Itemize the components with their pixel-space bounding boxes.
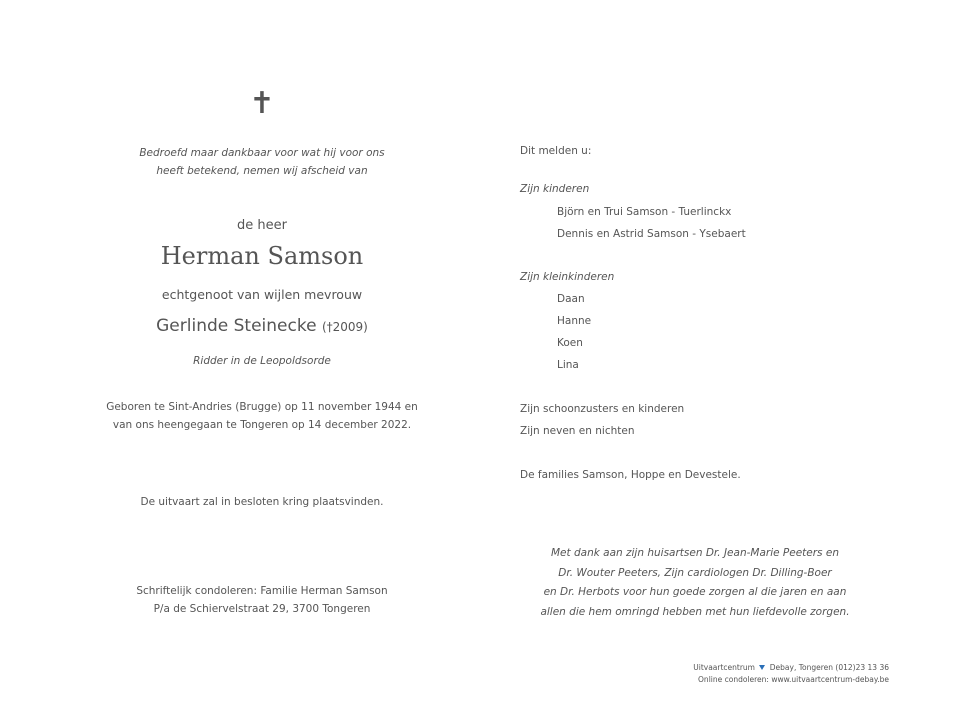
- footer-line2: Online condoleren: www.uitvaartcentrum-debay.be: [698, 675, 889, 684]
- announce-text: Dit melden u:: [520, 145, 592, 157]
- children-list: [557, 203, 746, 247]
- thanks-line: allen die hem omringd hebben met hun liefdevolle zorgen.: [540, 605, 850, 618]
- thanks-line: en Dr. Herbots voor hun goede zorgen al die jaren en aan: [543, 586, 847, 598]
- thanks-line: Dr. Wouter Peeters, Zijn cardiologen Dr. Dilling-Boer: [558, 566, 832, 579]
- deceased-name: Herman Samson: [160, 242, 364, 270]
- life-dates: [62, 398, 462, 434]
- footer-line1: [693, 662, 889, 674]
- grandchildren-list: [557, 290, 591, 378]
- intro-text: [62, 144, 462, 180]
- list-item: Daan: [557, 293, 585, 305]
- condolence-address: [62, 582, 462, 618]
- footer-prefix: Uitvaartcentrum: [693, 663, 755, 672]
- grandchildren-heading: Zijn kleinkinderen: [520, 271, 615, 283]
- condolence-line: P/a de Schiervelstraat 29, 3700 Tongeren: [153, 603, 371, 615]
- list-item: Hanne: [557, 315, 592, 327]
- undertaker-footer: [693, 662, 889, 686]
- honor-text: Ridder in de Leopoldsorde: [193, 355, 331, 367]
- spouse-intro: echtgenoot van wijlen mevrouw: [161, 287, 363, 302]
- intro-line: Bedroefd maar dankbaar voor wat hij voor ons: [139, 147, 385, 159]
- list-item: Björn en Trui Samson - Tuerlinckx: [557, 206, 732, 218]
- triangle-down-icon: [759, 665, 765, 670]
- children-heading: Zijn kinderen: [520, 183, 590, 195]
- footer-suffix: Debay, Tongeren (012)23 13 36: [769, 663, 889, 672]
- cross-icon: ✝: [249, 86, 275, 121]
- spouse-death-year: (†2009): [321, 320, 368, 334]
- families-text: De families Samson, Hoppe en Devestele.: [520, 469, 741, 481]
- born-line: Geboren te Sint-Andries (Brugge) op 11 november 1944 en: [106, 401, 418, 413]
- list-item: Dennis en Astrid Samson - Ysebaert: [557, 228, 746, 240]
- spouse-name: Gerlinde Steinecke: [156, 316, 317, 336]
- intro-line: heeft betekend, nemen wij afscheid van: [156, 165, 368, 177]
- funeral-text: De uitvaart zal in besloten kring plaatsvinden.: [140, 496, 384, 508]
- in-laws-text: Zijn schoonzusters en kinderen: [520, 403, 685, 415]
- list-item: Lina: [557, 359, 579, 371]
- condolence-line: Schriftelijk condoleren: Familie Herman Samson: [136, 585, 388, 597]
- list-item: Koen: [557, 337, 583, 349]
- title-text: de heer: [237, 218, 287, 233]
- thanks-text: [520, 544, 870, 622]
- thanks-line: Met dank aan zijn huisartsen Dr. Jean-Marie Peeters en: [551, 547, 839, 559]
- spouse-line: [62, 316, 462, 336]
- died-line: van ons heengegaan te Tongeren op 14 december 2022.: [112, 419, 412, 431]
- nephews-text: Zijn neven en nichten: [520, 425, 635, 437]
